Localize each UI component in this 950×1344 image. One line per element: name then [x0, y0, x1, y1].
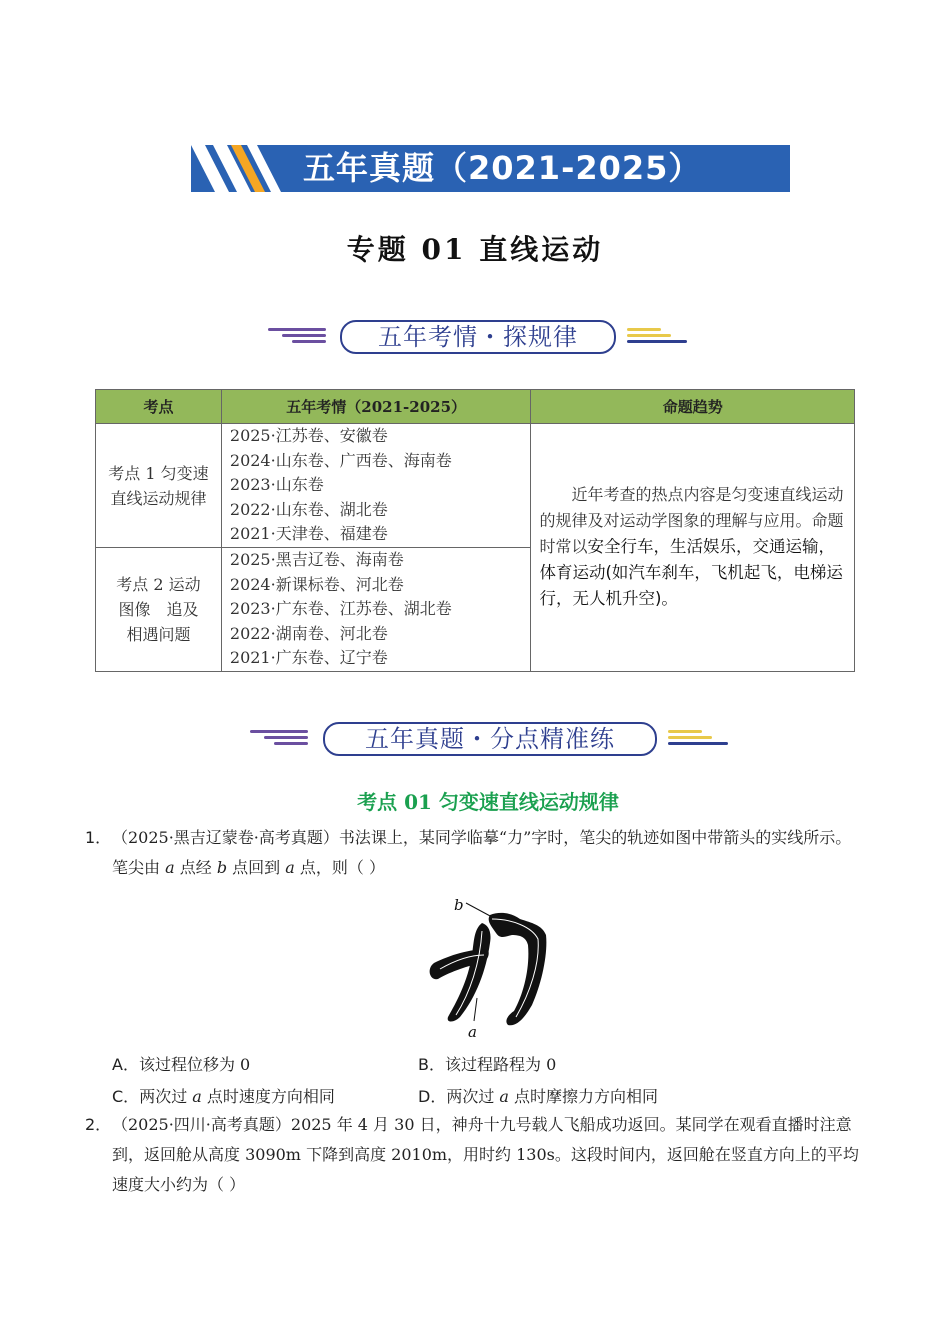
year-entry: 2025·黑吉辽卷、海南卷: [229, 550, 404, 569]
header-trend: 命题趋势: [531, 390, 855, 424]
trend-text-2: 安全行车，生活娱乐，交通运输，体育运动(如汽车刹车，飞机起飞，电梯运行，无人机升空)。: [539, 537, 843, 609]
option-label: A．: [112, 1055, 139, 1074]
trend-cell: [531, 424, 855, 672]
year-entry: 2025·江苏卷、安徽卷: [229, 426, 388, 446]
deco-line: [250, 730, 308, 733]
year-entry: 2022·山东卷、湖北卷: [229, 499, 388, 519]
question-number: 2．: [85, 1115, 112, 1134]
stem-text: 点经: [174, 858, 217, 877]
section-header-2: [250, 722, 730, 758]
year-entry: 2022·湖南卷、河北卷: [229, 623, 388, 643]
question-stem: （2025·四川·高考真题）2025 年 4 月 30 日，神舟十九号载人飞船成功返回。某同学在观看直播时注意到，返回舱从高度 3090m 下降到高度 2010m，用时约 130s。这段时间内，返回舱在竖直方向上的平均速度大小约为（ ）: [112, 1115, 859, 1194]
deco-line: [627, 334, 671, 337]
trend-text-1: 近年考查的热点内容是匀变速直线运动的规律及对运动学图象的理解与应用。命题时常以: [539, 485, 844, 557]
deco-line: [282, 334, 326, 337]
section-title-1: 五年考情・探规律: [340, 320, 616, 354]
stem-text: （2025·黑吉辽蒙卷·高考真题）书法课上，某同学临摹“力”字时，笔尖的轨迹如图中带箭头的实线所示。笔尖由: [112, 828, 852, 877]
stem-text: 点回到: [227, 858, 286, 877]
figure-label-a: a: [468, 1023, 477, 1041]
var-b: b: [216, 858, 228, 877]
year-entry: 2023·广东卷、江苏卷、湖北卷: [229, 599, 452, 619]
deco-line: [668, 730, 702, 733]
year-entry: 2021·天津卷、福建卷: [229, 524, 388, 544]
years-cell: [221, 548, 531, 672]
option-text: 该过程路程为 0: [444, 1055, 557, 1074]
year-entry: 2023·山东卷: [229, 475, 324, 495]
question-1: [85, 823, 865, 883]
question-number: 1．: [85, 828, 112, 847]
deco-line: [668, 736, 712, 739]
exam-info-table: [95, 389, 855, 672]
var-a: a: [192, 1087, 202, 1106]
question-2: [85, 1110, 865, 1200]
year-entry: 2024·新课标卷、河北卷: [229, 574, 404, 594]
option-text: 两次过: [446, 1087, 500, 1106]
var-a: a: [165, 858, 175, 877]
var-a: a: [499, 1087, 509, 1106]
years-cell: [221, 424, 531, 548]
deco-line: [668, 742, 728, 745]
option-label: C．: [112, 1087, 140, 1106]
banner-title: 五年真题（2021-2025）: [303, 149, 702, 187]
option-text: 两次过: [139, 1087, 193, 1106]
option-text: 点时速度方向相同: [201, 1087, 335, 1106]
topic-cell: 考点 2 运动图像 追及相遇问题: [96, 548, 222, 672]
question-stem: [85, 823, 865, 883]
deco-line: [627, 328, 661, 331]
option-a[interactable]: [112, 1052, 250, 1075]
deco-line: [264, 736, 308, 739]
top-banner: [191, 145, 790, 192]
option-label: B．: [418, 1055, 445, 1074]
deco-line: [268, 328, 326, 331]
header-years: 五年考情（2021-2025）: [221, 390, 531, 424]
option-text: 该过程位移为 0: [138, 1055, 251, 1074]
figure-label-b: b: [454, 896, 464, 914]
table-row: [96, 424, 855, 548]
year-entry: 2021·广东卷、辽宁卷: [229, 648, 388, 668]
stem-text: 点，则（ ）: [294, 858, 385, 877]
calligraphy-figure: [420, 893, 560, 1043]
year-entry: 2024·山东卷、广西卷、海南卷: [229, 450, 452, 470]
option-d[interactable]: [418, 1084, 658, 1107]
section-header-1: [268, 320, 688, 356]
header-topic: 考点: [96, 390, 222, 424]
kaodian-title: 考点 01 匀变速直线运动规律: [357, 790, 619, 814]
option-c[interactable]: [112, 1084, 335, 1107]
deco-line: [627, 340, 687, 343]
var-a: a: [285, 858, 295, 877]
document-title: 专题 01 直线运动: [346, 233, 604, 266]
deco-line: [292, 340, 326, 343]
topic-cell: 考点 1 匀变速直线运动规律: [96, 424, 222, 548]
table-header-row: [96, 390, 855, 424]
deco-line: [274, 742, 308, 745]
option-text: 点时摩擦力方向相同: [508, 1087, 659, 1106]
option-b[interactable]: [418, 1052, 556, 1075]
option-label: D．: [418, 1087, 447, 1106]
section-title-2: 五年真题・分点精准练: [323, 722, 657, 756]
